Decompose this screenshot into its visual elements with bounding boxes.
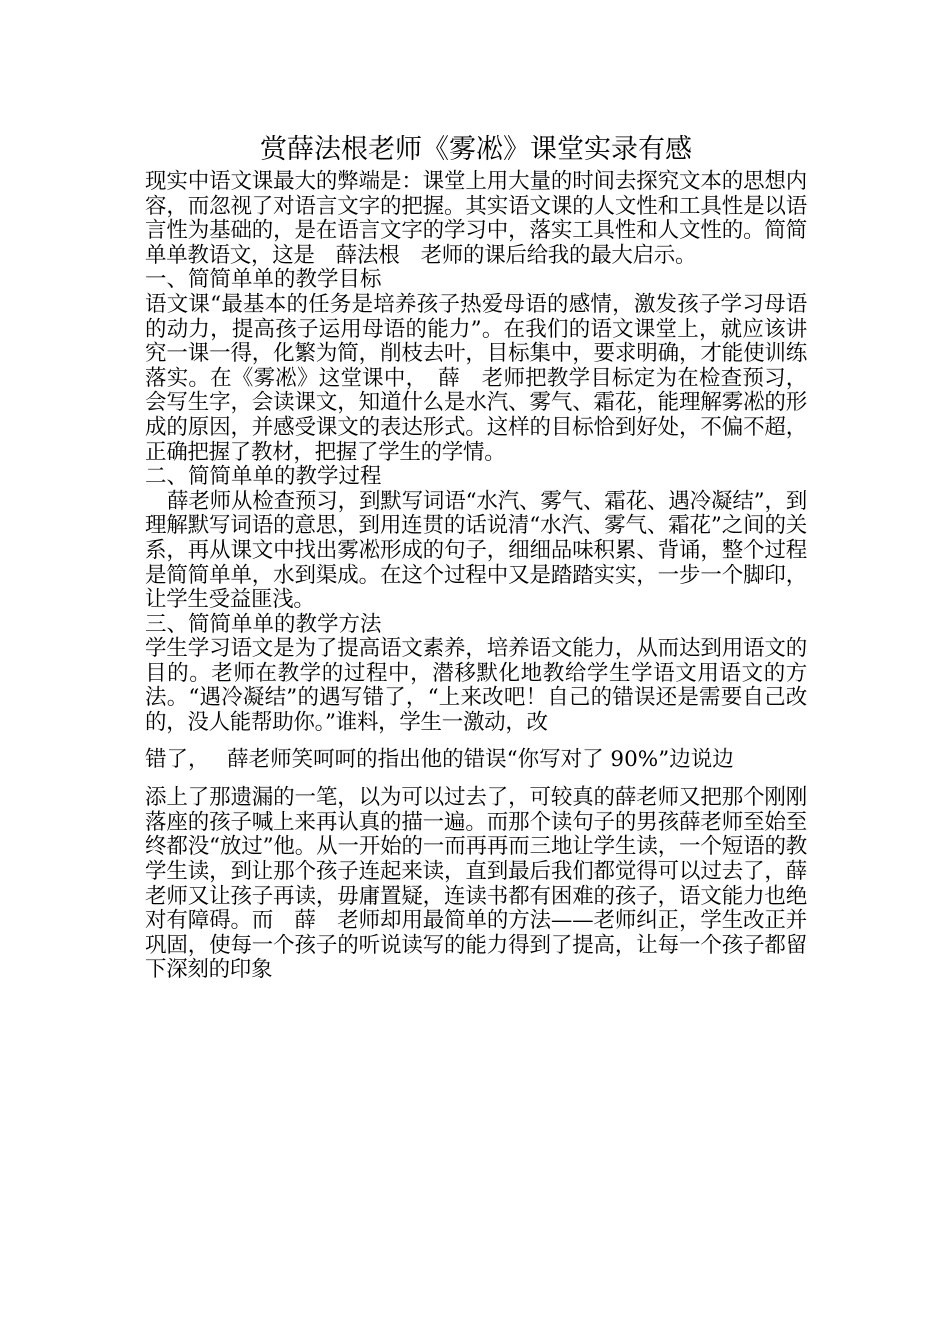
document-title: 赏薛法根老师《雾凇》课堂实录有感 <box>260 134 692 165</box>
section3-paragraph-part1: 学生学习语文是为了提高语文素养，培养语文能力，从而达到用语文的目的。老师在教学的过程中，潜移默化地教给学生学语文用语文的方法。“遇冷凝结”的遇写错了，“上来改吧！自己的错误还是需要自己改的，没人能帮助你。”谁料，学生一激动，改 <box>145 636 807 736</box>
intro-paragraph: 现实中语文课最大的弊端是：课堂上用大量的时间去探究文本的思想内容，而忽视了对语言文字的把握。其实语文课的人文性和工具性是以语言性为基础的，是在语言文字的学习中，落实工具性和人文性的。简简单单教语文，这是 薛法根 老师的课后给我的最大启示。 <box>145 169 807 268</box>
section1-heading: 一、简简单单的教学目标 <box>145 267 382 293</box>
section3-gap-line: 错了， 薛老师笑呵呵的指出他的错误“你写对了 90%”边说边 <box>145 746 734 772</box>
section2-paragraph: 薛老师从检查预习，到默写词语“水汽、雾气、霜花、遇冷凝结”，到理解默写词语的意思，到用连贯的话说清“水汽、雾气、霜花”之间的关系，再从课文中找出雾凇形成的句子，细细品味积累、背诵，整个过程是简简单单，水到渠成。在这个过程中又是踏踏实实，一步一个脚印，让学生受益匪浅。 <box>145 488 807 613</box>
section3-paragraph-part2: 添上了那遗漏的一笔，以为可以过去了，可较真的薛老师又把那个刚刚落座的孩子喊上来再认真的描一遍。而那个读句子的男孩薛老师至始至终都没“放过”他。从一开始的一而再再而三地让学生读，一个短语的教学生读，到让那个孩子连起来读，直到最后我们都觉得可以过去了，薛老师又让孩子再读，毋庸置疑，连读书都有困难的孩子，语文能力也绝对有障碍。而 薛 老师却用最简单的方法——老师纠正，学生改正并巩固，使每一个孩子的听说读写的能力得到了提高，让每一个孩子都留下深刻的印象 <box>145 785 807 983</box>
section2-heading: 二、简简单单的教学过程 <box>145 464 382 490</box>
section1-paragraph: 语文课“最基本的任务是培养孩子热爱母语的感情，激发孩子学习母语的动力，提高孩子运用母语的能力”。在我们的语文课堂上，就应该讲究一课一得，化繁为简，削枝去叶，目标集中，要求明确，才能使训练落实。在《雾凇》这堂课中， 薛 老师把教学目标定为在检查预习，会写生字，会读课文，知道什么是水汽、雾气、霜花，能理解雾凇的形成的原因，并感受课文的表达形式。这样的目标恰到好处，不偏不超，正确把握了教材，把握了学生的学情。 <box>145 291 807 465</box>
document-content <box>145 130 807 983</box>
section3-heading: 三、简简单单的教学方法 <box>145 611 382 637</box>
